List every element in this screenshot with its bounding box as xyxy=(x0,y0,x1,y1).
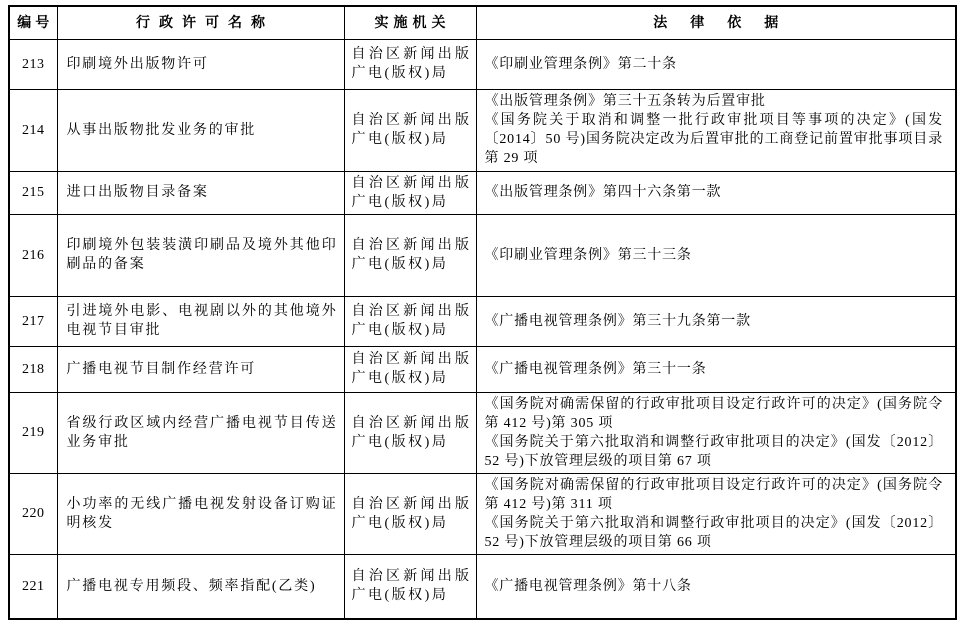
agency-cell: 自治区新闻出版广电(版权)局 xyxy=(344,39,476,89)
legal-basis-line: 《广播电视管理条例》第三十一条 xyxy=(484,361,707,377)
row-number-cell: 215 xyxy=(9,171,57,214)
row-number-cell: 217 xyxy=(9,296,57,346)
legal-basis-line: 《出版管理条例》第三十五条转为后置审批 xyxy=(484,94,766,109)
legal-basis-line: 《国务院关于第六批取消和调整行政审批项目的决定》(国发〔2012〕52 号)下放管理层级的项目第 66 项 xyxy=(484,515,943,550)
column-header-license-name: 行政许可名称 xyxy=(57,6,344,39)
table-row xyxy=(9,554,956,619)
license-name-cell: 从事出版物批发业务的审批 xyxy=(57,89,344,171)
legal-basis-cell xyxy=(476,171,956,214)
legal-basis-cell xyxy=(476,554,956,619)
license-name-cell: 进口出版物目录备案 xyxy=(57,171,344,214)
license-name-cell: 印刷境外出版物许可 xyxy=(57,39,344,89)
agency-cell: 自治区新闻出版广电(版权)局 xyxy=(344,554,476,619)
license-name-cell: 引进境外电影、电视剧以外的其他境外电视节目审批 xyxy=(57,296,344,346)
legal-basis-cell xyxy=(476,89,956,171)
table-row xyxy=(9,346,956,392)
license-name-cell: 省级行政区域内经营广播电视节目传送业务审批 xyxy=(57,392,344,473)
table-row xyxy=(9,89,956,171)
table-row xyxy=(9,214,956,296)
table-row xyxy=(9,39,956,89)
legal-basis-cell xyxy=(476,473,956,554)
agency-cell: 自治区新闻出版广电(版权)局 xyxy=(344,392,476,473)
legal-basis-line: 《出版管理条例》第四十六条第一款 xyxy=(484,185,722,200)
table-row xyxy=(9,296,956,346)
agency-cell: 自治区新闻出版广电(版权)局 xyxy=(344,89,476,171)
legal-basis-cell xyxy=(476,296,956,346)
license-name-cell: 印刷境外包装装潢印刷品及境外其他印刷品的备案 xyxy=(57,214,344,296)
legal-basis-line: 《印刷业管理条例》第三十三条 xyxy=(484,247,692,263)
license-name-cell: 广播电视节目制作经营许可 xyxy=(57,346,344,392)
agency-cell: 自治区新闻出版广电(版权)局 xyxy=(344,473,476,554)
agency-cell: 自治区新闻出版广电(版权)局 xyxy=(344,296,476,346)
row-number-cell: 213 xyxy=(9,39,57,89)
row-number-cell: 220 xyxy=(9,473,57,554)
legal-basis-cell xyxy=(476,214,956,296)
license-name-cell: 小功率的无线广播电视发射设备订购证明核发 xyxy=(57,473,344,554)
legal-basis-cell xyxy=(476,39,956,89)
table-row xyxy=(9,473,956,554)
legal-basis-cell xyxy=(476,392,956,473)
legal-basis-line: 《广播电视管理条例》第十八条 xyxy=(484,578,692,594)
legal-basis-line: 《印刷业管理条例》第二十条 xyxy=(484,56,677,72)
header-row xyxy=(9,6,956,39)
agency-cell: 自治区新闻出版广电(版权)局 xyxy=(344,346,476,392)
license-table xyxy=(8,5,957,620)
table-row xyxy=(9,171,956,214)
legal-basis-line: 《国务院关于第六批取消和调整行政审批项目的决定》(国发〔2012〕52 号)下放管理层级的项目第 67 项 xyxy=(484,434,943,469)
legal-basis-line: 《广播电视管理条例》第三十九条第一款 xyxy=(484,313,751,329)
row-number-cell: 214 xyxy=(9,89,57,171)
row-number-cell: 221 xyxy=(9,554,57,619)
column-header-agency: 实施机关 xyxy=(344,6,476,39)
row-number-cell: 216 xyxy=(9,214,57,296)
legal-basis-line: 《国务院关于取消和调整一批行政审批项目等事项的决定》(国发〔2014〕50 号)国务院决定改为后置审批的工商登记前置审批事项目录第 29 项 xyxy=(484,113,943,166)
table-row xyxy=(9,392,956,473)
row-number-cell: 219 xyxy=(9,392,57,473)
legal-basis-line: 《国务院对确需保留的行政审批项目设定行政许可的决定》(国务院令第 412 号)第 311 项 xyxy=(484,477,943,512)
agency-cell: 自治区新闻出版广电(版权)局 xyxy=(344,214,476,296)
row-number-cell: 218 xyxy=(9,346,57,392)
license-name-cell: 广播电视专用频段、频率指配(乙类) xyxy=(57,554,344,619)
column-header-legal-basis: 法律依据 xyxy=(476,6,956,39)
legal-basis-cell xyxy=(476,346,956,392)
agency-cell: 自治区新闻出版广电(版权)局 xyxy=(344,171,476,214)
legal-basis-line: 《国务院对确需保留的行政审批项目设定行政许可的决定》(国务院令第 412 号)第 305 项 xyxy=(484,396,943,431)
column-header-id: 编号 xyxy=(9,6,57,39)
